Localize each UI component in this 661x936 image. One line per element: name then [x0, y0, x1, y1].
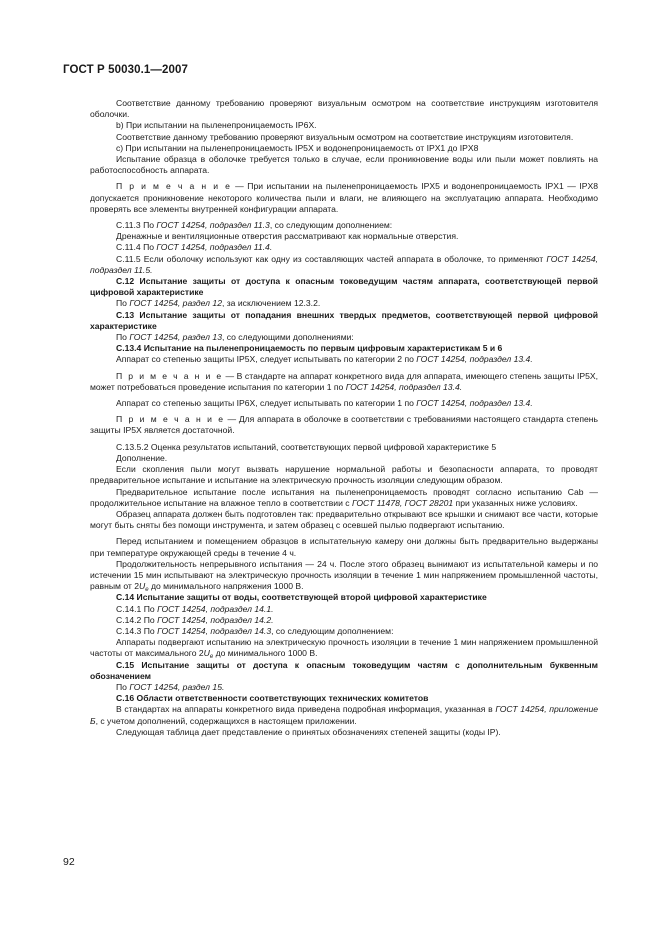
paragraph-text: Следующая таблица дает представление о принятых обозначениях степеней защиты (коды IP).: [116, 726, 501, 737]
paragraph: [90, 231, 598, 242]
paragraph-text: c) При испытании на пыленепроницаемость IP5X и водонепроницаемость от IPX1 до IPX8: [116, 142, 479, 153]
paragraph: [90, 143, 598, 154]
note-label: П р и м е ч а н и е: [116, 414, 225, 425]
paragraph-text: Если скопления пыли могут вызвать нарушение нормальной работы и безопасности аппарата, то проводят предварительное испытание и испытание на электрическую прочность изоляции следующим образом.: [90, 464, 598, 486]
paragraph-text: Аппараты подвергают испытанию на электрическую прочность изоляции в течение 1 мин напряжением промышленной частоты от максимального 2: [90, 637, 598, 659]
paragraph-text-tail: , с учетом дополнений, содержащихся в настоящем приложении.: [95, 715, 357, 726]
paragraph-text: С.12 Испытание защиты от доступа к опасным токоведущим частям аппарата, соответствующей первой цифровой характеристике: [90, 276, 598, 298]
paragraph-text: Предварительное испытание после испытания на пыленепроницаемость проводят согласно испытанию Cab — продолжительное испытание на влажное тепло в соответствии с: [90, 486, 598, 508]
voltage-symbol: U: [203, 648, 210, 659]
section-heading: [90, 693, 598, 704]
paragraph: [90, 132, 598, 143]
paragraph: [90, 332, 598, 343]
document-body: [90, 98, 598, 738]
standard-reference: ГОСТ 14254, приложение Б: [90, 704, 598, 726]
standard-reference: ГОСТ 14254, раздел 13: [129, 332, 222, 343]
paragraph: [90, 637, 598, 659]
paragraph: [90, 536, 598, 558]
paragraph-text: — В стандарте на аппарат конкретного вида для аппарата, имеющего степень защиты IP5X, может потребоваться проведение испытания по категории 1 по: [90, 370, 598, 392]
paragraph-text: С.13 Испытание защиты от попадания внешних твердых предметов, соответствующей первой цифровой характеристике: [90, 309, 598, 331]
paragraph-text: В стандартах на аппараты конкретного вида приведена подробная информация, указанная в: [116, 704, 496, 715]
standard-reference: ГОСТ 14254, подраздел 11.5.: [90, 253, 598, 275]
paragraph-text: С.11.4 По: [116, 242, 157, 253]
paragraph-text: С.11.3 По: [116, 220, 157, 231]
paragraph-text-tail: до минимального напряжения 1000 В.: [148, 581, 304, 592]
note-paragraph: [90, 181, 598, 215]
paragraph-text: Дополнение.: [116, 452, 168, 463]
standard-reference: ГОСТ 14254, раздел 12: [129, 298, 222, 309]
paragraph-text: Продолжительность непрерывного испытания — 24 ч. После этого образец вынимают из испытательной камеры и по истечении 15 мин испытывают на электрическую прочность изоляции в течение 1 мин напряжением промышленной частоты, равным от 2: [90, 558, 598, 592]
section-heading: [90, 276, 598, 298]
paragraph: [90, 453, 598, 464]
paragraph: [90, 626, 598, 637]
page-number: 92: [63, 856, 75, 868]
paragraph: [90, 398, 598, 409]
paragraph-text: С.14.1 По: [116, 603, 158, 614]
standard-reference: ГОСТ 14254, подраздел 13.4.: [345, 381, 463, 392]
paragraph: [90, 298, 598, 309]
section-heading: [90, 592, 598, 603]
paragraph-text: Аппарат со степенью защиты IP5X, следует испытывать по категории 2 по: [116, 354, 417, 365]
paragraph-text: С.13.5.2 Оценка результатов испытаний, соответствующих первой цифровой характеристике 5: [116, 441, 497, 452]
paragraph-text-tail: , со следующими дополнениями:: [221, 332, 354, 343]
note-paragraph: [90, 371, 598, 393]
paragraph-text: b) При испытании на пыленепроницаемость IP6X.: [116, 120, 317, 131]
voltage-subscript: e: [145, 587, 149, 594]
paragraph-text: Испытание образца в оболочке требуется только в случае, если проникновение воды или пыли может повлиять на работоспособность аппарата.: [90, 154, 598, 176]
paragraph: [90, 704, 598, 726]
section-heading: [90, 660, 598, 682]
paragraph-text: Соответствие данному требованию проверяют визуальным осмотром на соответствие инструкциям изготовителя.: [116, 131, 574, 142]
paragraph-text: С.13.4 Испытание на пыленепроницаемость по первым цифровым характеристикам 5 и 6: [116, 343, 503, 354]
note-label: П р и м е ч а н и е: [116, 370, 224, 381]
paragraph: [90, 98, 598, 120]
paragraph-text: С.14 Испытание защиты от воды, соответствующей второй цифровой характеристике: [116, 592, 487, 603]
paragraph-text: Дренажные и вентиляционные отверстия рассматривают как нормальные отверстия.: [116, 231, 459, 242]
voltage-symbol: U: [139, 581, 146, 592]
note-paragraph: [90, 414, 598, 436]
standard-reference: ГОСТ 14254, подраздел 13.4.: [416, 398, 533, 409]
paragraph: [90, 615, 598, 626]
standard-reference: ГОСТ 14254, подраздел 13.4.: [416, 354, 533, 365]
paragraph-text: С.15 Испытание защиты от доступа к опасным токоведущим частям с дополнительным буквенным обозначением: [90, 659, 598, 681]
paragraph-text-tail: , за исключением 12.3.2.: [221, 298, 321, 309]
note-label: П р и м е ч а н и е: [116, 181, 232, 192]
paragraph-text: Перед испытанием и помещением образцов в испытательную камеру они должны быть предварительно выдержаны при температуре окружающей среды в течение 4 ч.: [90, 536, 598, 558]
paragraph: [90, 220, 598, 231]
paragraph-text-tail: , со следующим дополнением:: [269, 220, 393, 231]
voltage-subscript: e: [209, 654, 214, 661]
paragraph: [90, 509, 598, 531]
paragraph-text: Аппарат со степенью защиты IP6X, следует испытывать по категории 1 по: [116, 398, 417, 409]
paragraph-text: С.11.5 Если оболочку используют как одну из составляющих частей аппарата в оболочке, то применяют: [116, 253, 547, 264]
paragraph: [90, 354, 598, 365]
paragraph-text: — При испытании на пыленепроницаемость IPX5 и водонепроницаемость IPX1 — IPX8 допускается проникновение некоторого количества пыли и влаги, не влияющего на эксплуатацию аппарата. Необходимо проверять все элементы внутренней конфигурации аппарата.: [90, 181, 598, 214]
paragraph-text-tail: при указанных ниже условиях.: [453, 497, 578, 508]
paragraph: [90, 154, 598, 176]
paragraph: [90, 442, 598, 453]
paragraph-text: — Для аппарата в оболочке в соответствии с требованиями настоящего стандарта степень защиты IP5X является достаточной.: [90, 414, 598, 436]
paragraph-text: По: [116, 298, 130, 309]
standard-reference: ГОСТ 14254, раздел 15.: [129, 681, 225, 692]
paragraph-text: С.14.3 По: [116, 625, 158, 636]
standard-reference: ГОСТ 14254, подраздел 14.2.: [157, 614, 274, 625]
standard-reference: ГОСТ 14254, подраздел 11.4.: [156, 242, 273, 253]
section-heading: [90, 310, 598, 332]
paragraph-text: По: [116, 332, 130, 343]
paragraph: [90, 682, 598, 693]
paragraph-text: Соответствие данному требованию проверяют визуальным осмотром на соответствие инструкциям изготовителя оболочки.: [90, 98, 598, 120]
standard-reference: ГОСТ 14254, подраздел 11.3: [156, 220, 270, 231]
paragraph: [90, 120, 598, 131]
paragraph-text: По: [116, 681, 130, 692]
paragraph-text: С.14.2 По: [116, 614, 158, 625]
paragraph-text: Образец аппарата должен быть подготовлен так: предварительно открывают все крышки и снимают все части, которые могут быть сняты без помощи инструмента, и затем образец с осевшей пылью подвергают испытанию.: [90, 508, 598, 531]
paragraph: [90, 559, 598, 593]
section-heading: [90, 343, 598, 354]
paragraph-text-tail: до минимального 1000 В.: [213, 648, 318, 659]
document-header: ГОСТ Р 50030.1—2007: [63, 64, 188, 76]
paragraph: [90, 242, 598, 253]
standard-reference: ГОСТ 14254, подраздел 14.1.: [157, 603, 274, 614]
paragraph: [90, 464, 598, 486]
paragraph: [90, 487, 598, 509]
paragraph-text-tail: , со следующим дополнением:: [271, 625, 394, 636]
standard-reference: ГОСТ 14254, подраздел 14.3: [157, 625, 272, 636]
paragraph: [90, 727, 598, 738]
standard-reference: ГОСТ 11478, ГОСТ 28201: [351, 497, 454, 508]
paragraph: [90, 254, 598, 276]
paragraph-text: С.16 Области ответственности соответствующих технических комитетов: [116, 693, 429, 704]
paragraph: [90, 604, 598, 615]
